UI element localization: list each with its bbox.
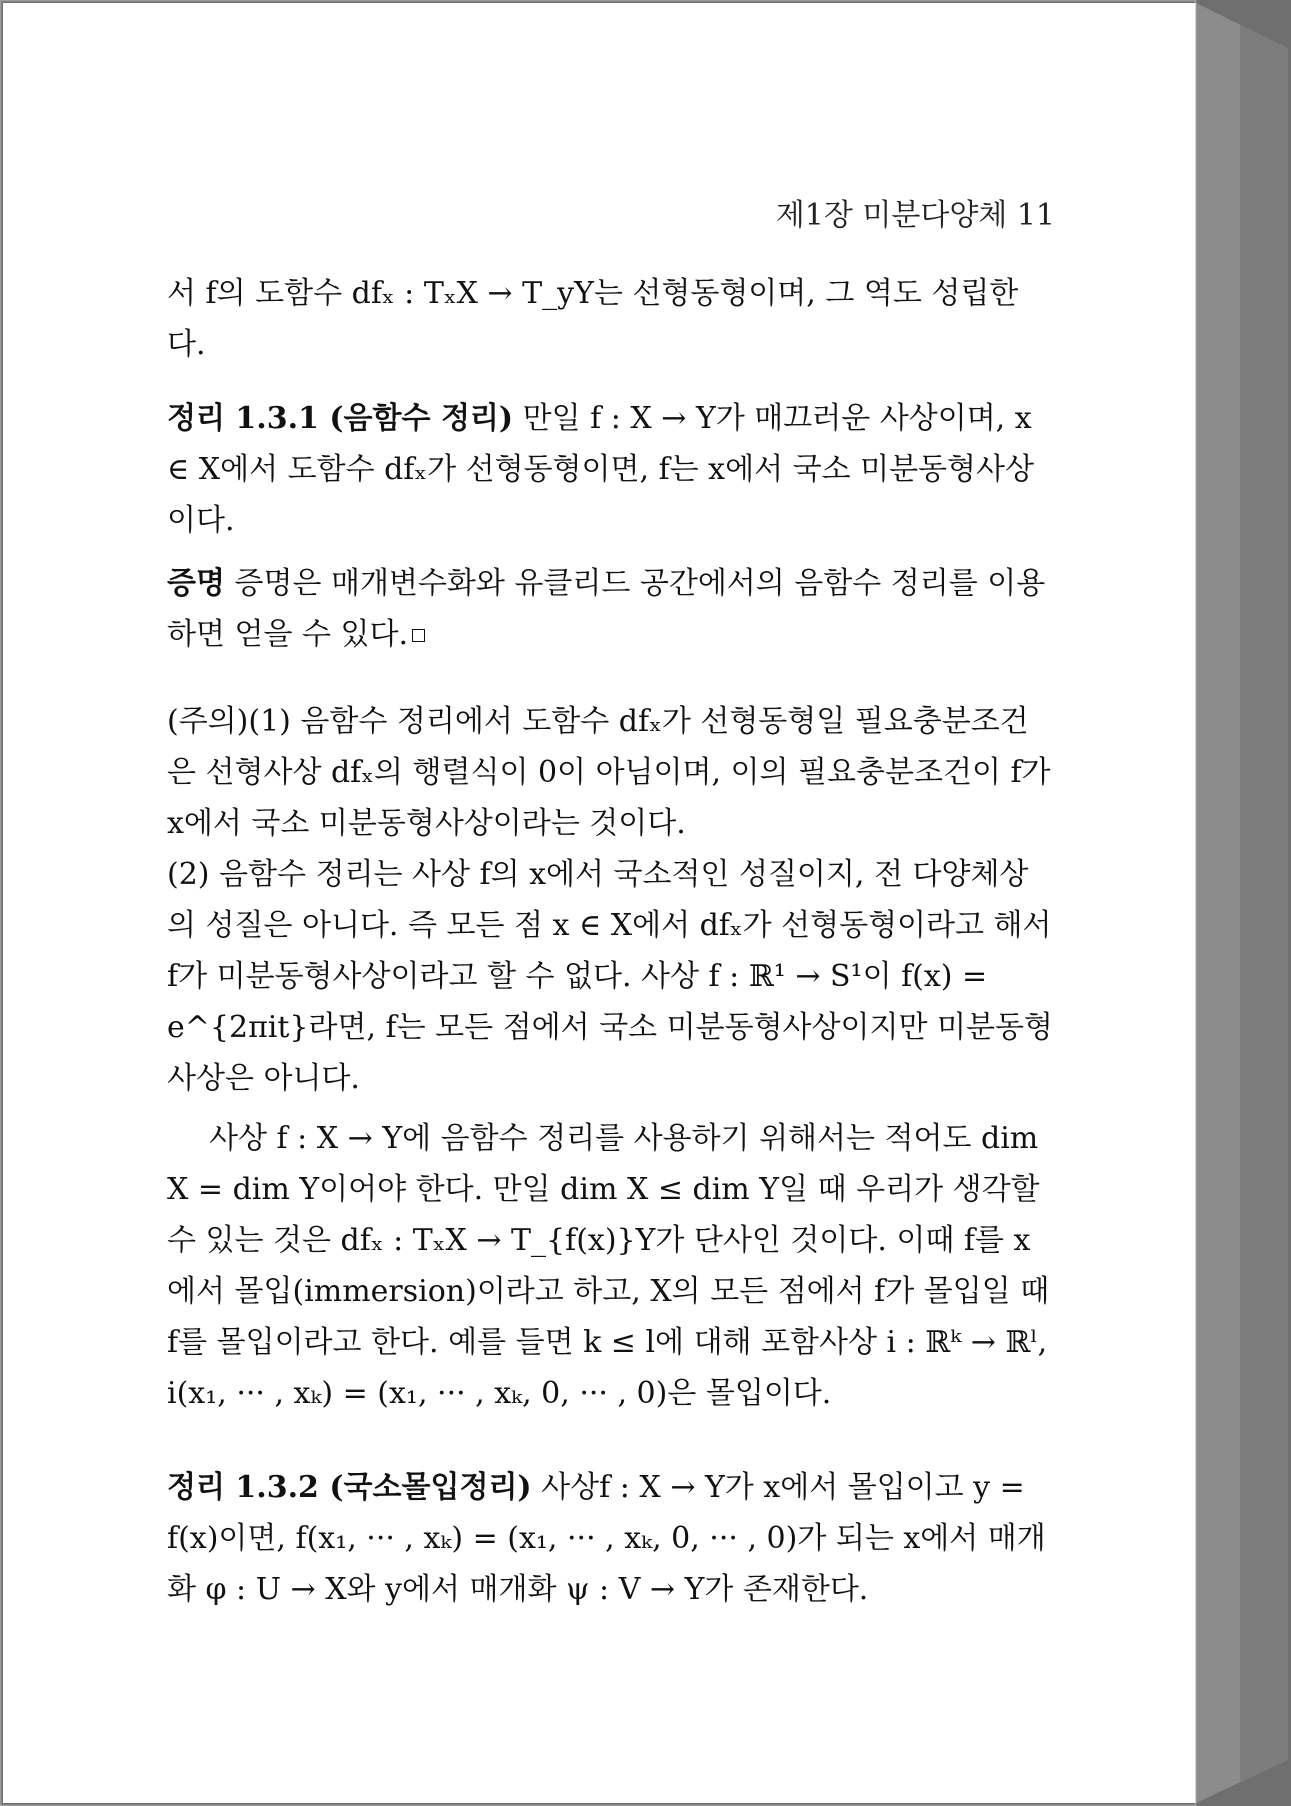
theorem-1-3-2	[167, 1462, 1055, 1615]
proof-label: 증명	[167, 566, 225, 601]
theorem-1-3-1-label: 정리 1.3.1 (음함수 정리)	[167, 401, 514, 436]
theorem-1-3-2-label: 정리 1.3.2 (국소몰입정리)	[167, 1470, 532, 1505]
immersion-paragraph: 사상 f : X → Y에 음함수 정리를 사용하기 위해서는 적어도 dim X = dim Y이어야 한다. 만일 dim X ≤ dim Y일 때 우리가 생각할 수 있는 것은 dfₓ : TₓX → T_{f(x)}Y가 단사인 것이다. 이때 f를 x에서 몰입(immersion)이라고 하고, X의 모든 점에서 f가 몰입일 때 f를 몰입이라고 한다. 예를 들면 k ≤ l에 대해 포함사상 i : ℝᵏ → ℝˡ, i(x₁, ··· , xₖ) = (x₁, ··· , xₖ, 0, ··· , 0)은 몰입이다.	[167, 1121, 1050, 1411]
remark-2: (2) 음함수 정리는 사상 f의 x에서 국소적인 성질이지, 전 다양체상의 성질은 아니다. 즉 모든 점 x ∈ X에서 dfₓ가 선형동형이라고 해서 f가 미분동형사상이라고 할 수 없다. 사상 f : ℝ¹ → S¹이 f(x) = e^{2πit}라면, f는 모든 점에서 국소 미분동형사상이지만 미분동형사상은 아니다.	[167, 857, 1053, 1096]
proof-paragraph	[167, 558, 1055, 660]
theorem-1-3-1	[167, 393, 1055, 546]
lead-paragraph: 서 f의 도함수 dfₓ : TₓX → T_yY는 선형동형이며, 그 역도 성립한다.	[167, 276, 1019, 362]
running-header: 제1장 미분다양체 11	[775, 198, 1055, 233]
remark-1: (주의)(1) 음함수 정리에서 도함수 dfₓ가 선형동형일 필요충분조건은 선형사상 dfₓ의 행렬식이 0이 아님이며, 이의 필요충분조건이 f가 x에서 국소 미분동형사상이라는 것이다.	[167, 704, 1051, 841]
qed-square-icon	[412, 629, 425, 642]
proof-body: 증명은 매개변수화와 유클리드 공간에서의 음함수 정리를 이용하면 얻을 수 있다.	[167, 566, 1046, 652]
theorem-1-3-2-body: 사상f : X → Y가 x에서 몰입이고 y = f(x)이면, f(x₁, ··· , xₖ) = (x₁, ··· , xₖ, 0, ··· , 0)가 되는 x에서 매개화 φ : U → X와 y에서 매개화 ψ : V → Y가 존재한다.	[167, 1470, 1046, 1607]
page-side-highlight	[1196, 3, 1240, 1803]
theorem-1-3-1-body: 만일 f : X → Y가 매끄러운 사상이며, x ∈ X에서 도함수 dfₓ가 선형동형이면, f는 x에서 국소 미분동형사상이다.	[167, 401, 1034, 538]
